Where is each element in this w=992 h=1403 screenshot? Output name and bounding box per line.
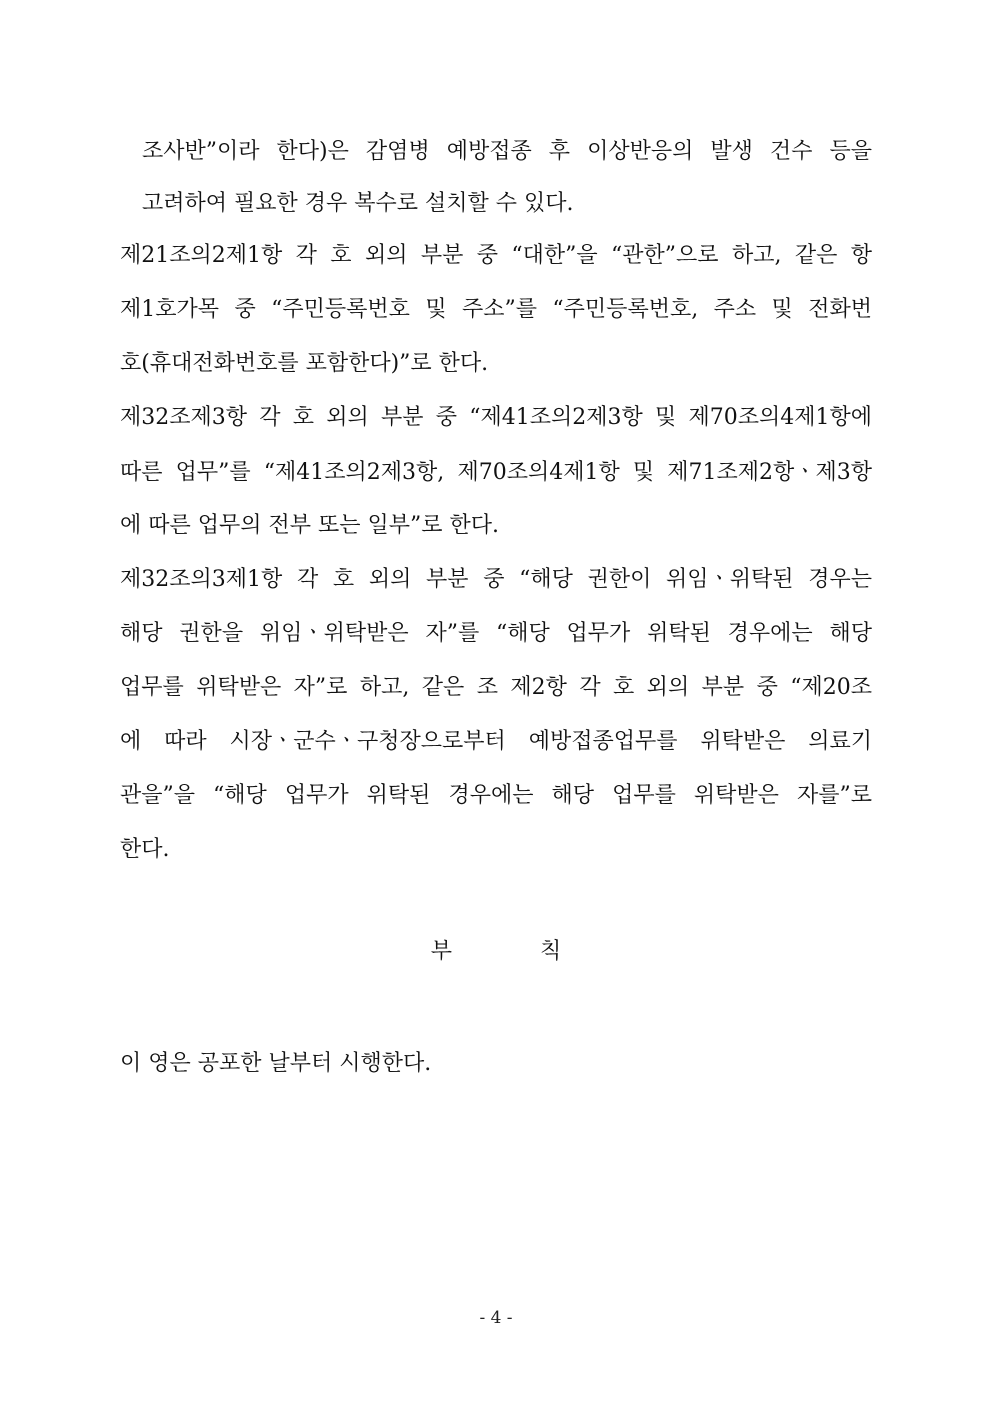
text-line: 업무를 위탁받은 자”로 하고, 같은 조 제2항 각 호 외의 부분 중 “제20조 xyxy=(120,675,872,700)
text-line: 호(휴대전화번호를 포함한다)”로 한다. xyxy=(120,351,489,376)
text-line: 따른 업무”를 “제41조의2제3항, 제70조의4제1항 및 제71조제2항ㆍ제3항 xyxy=(120,460,872,485)
text-line: 제1호가목 중 “주민등록번호 및 주소”를 “주민등록번호, 주소 및 전화번 xyxy=(120,297,872,322)
text-line: 관을”을 “해당 업무가 위탁된 경우에는 해당 업무를 위탁받은 자를”로 xyxy=(120,783,872,808)
addenda-heading-left: 부 xyxy=(430,939,452,964)
addenda-heading xyxy=(0,937,992,967)
text-line: 조사반”이라 한다)은 감염병 예방접종 후 이상반응의 발생 건수 등을 xyxy=(142,139,872,164)
text-line: 에 따른 업무의 전부 또는 일부”로 한다. xyxy=(120,513,499,538)
text-line: 제32조제3항 각 호 외의 부분 중 “제41조의2제3항 및 제70조의4제1항에 xyxy=(120,405,872,430)
text-line: 고려하여 필요한 경우 복수로 설치할 수 있다. xyxy=(142,191,574,216)
addenda-text: 이 영은 공포한 날부터 시행한다. xyxy=(120,1051,432,1076)
text-line: 제32조의3제1항 각 호 외의 부분 중 “해당 권한이 위임ㆍ위탁된 경우는 xyxy=(120,567,872,592)
text-line: 제21조의2제1항 각 호 외의 부분 중 “대한”을 “관한”으로 하고, 같은 항 xyxy=(120,243,872,268)
page-number: - 4 - xyxy=(479,1308,513,1328)
addenda-heading-right: 칙 xyxy=(540,939,562,964)
text-line: 해당 권한을 위임ㆍ위탁받은 자”를 “해당 업무가 위탁된 경우에는 해당 xyxy=(120,621,872,646)
text-line: 한다. xyxy=(120,837,170,862)
text-line: 에 따라 시장ㆍ군수ㆍ구청장으로부터 예방접종업무를 위탁받은 의료기 xyxy=(120,729,872,754)
